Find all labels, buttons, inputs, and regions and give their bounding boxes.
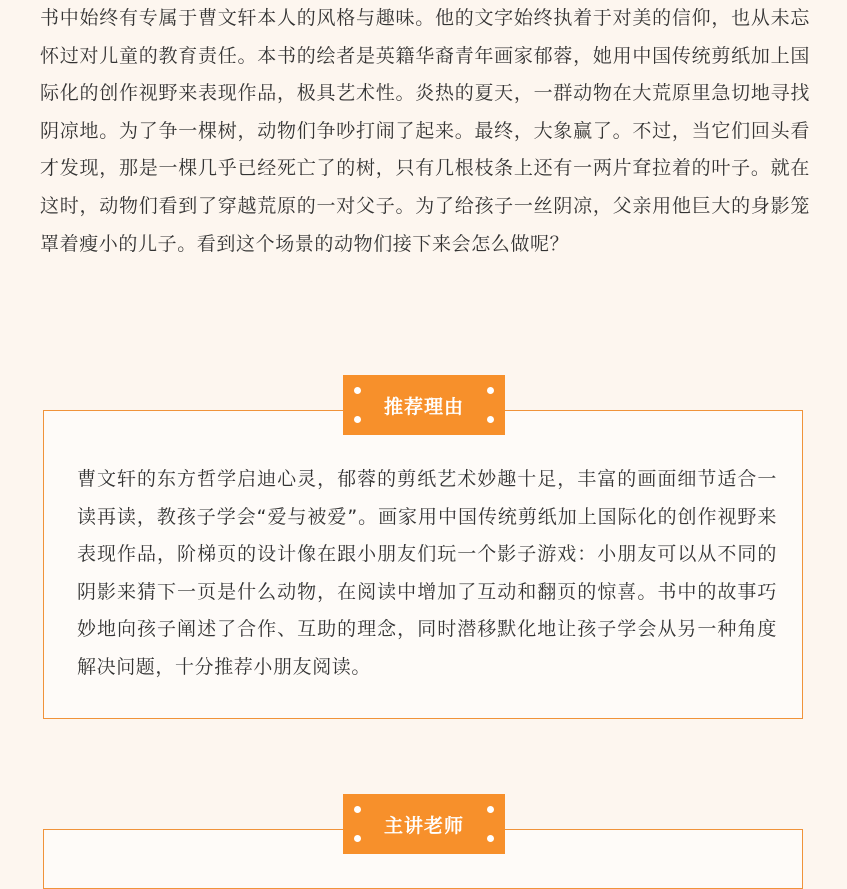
- recommendation-box: [43, 410, 803, 719]
- recommendation-text: 曹文轩的东方哲学启迪心灵，郁蓉的剪纸艺术妙趣十足，丰富的画面细节适合一读再读，教孩子学会“爱与被爱”。画家用中国传统剪纸加上国际化的创作视野来表现作品，阶梯页的设计像在跟小朋友们玩一个影子游戏：小朋友可以从不同的阴影来猜下一页是什么动物，在阅读中增加了互动和翻页的惊喜。书中的故事巧妙地向孩子阐述了合作、互助的理念，同时潜移默化地让孩子学会从另一种角度解决问题，十分推荐小朋友阅读。: [77, 468, 777, 678]
- lecturer-title: 主讲老师: [383, 814, 464, 837]
- badge-dot-decoration: [487, 835, 494, 842]
- recommendation-header-badge: [343, 375, 505, 435]
- badge-dot-decoration: [487, 387, 494, 394]
- book-intro-paragraph: 书中始终有专属于曹文轩本人的风格与趣味。他的文字始终执着于对美的信仰，也从未忘怀过对儿童的教育责任。本书的绘者是英籍华裔青年画家郁蓉，她用中国传统剪纸加上国际化的创作视野来表现作品，极具艺术性。炎热的夏天，一群动物在大荒原里急切地寻找阴凉地。为了争一棵树，动物们争吵打闹了起来。最终，大象赢了。不过，当它们回头看才发现，那是一棵几乎已经死亡了的树，只有几根枝条上还有一两片耷拉着的叶子。就在这时，动物们看到了穿越荒原的一对父子。为了给孩子一丝阴凉，父亲用他巨大的身影笼罩着瘦小的儿子。看到这个场景的动物们接下来会怎么做呢？: [40, 7, 810, 255]
- badge-dot-decoration: [354, 806, 361, 813]
- badge-dot-decoration: [487, 806, 494, 813]
- badge-dot-decoration: [354, 416, 361, 423]
- lecturer-header-badge: [343, 794, 505, 854]
- badge-dot-decoration: [487, 416, 494, 423]
- badge-dot-decoration: [354, 387, 361, 394]
- recommendation-title: 推荐理由: [383, 395, 464, 418]
- badge-dot-decoration: [354, 835, 361, 842]
